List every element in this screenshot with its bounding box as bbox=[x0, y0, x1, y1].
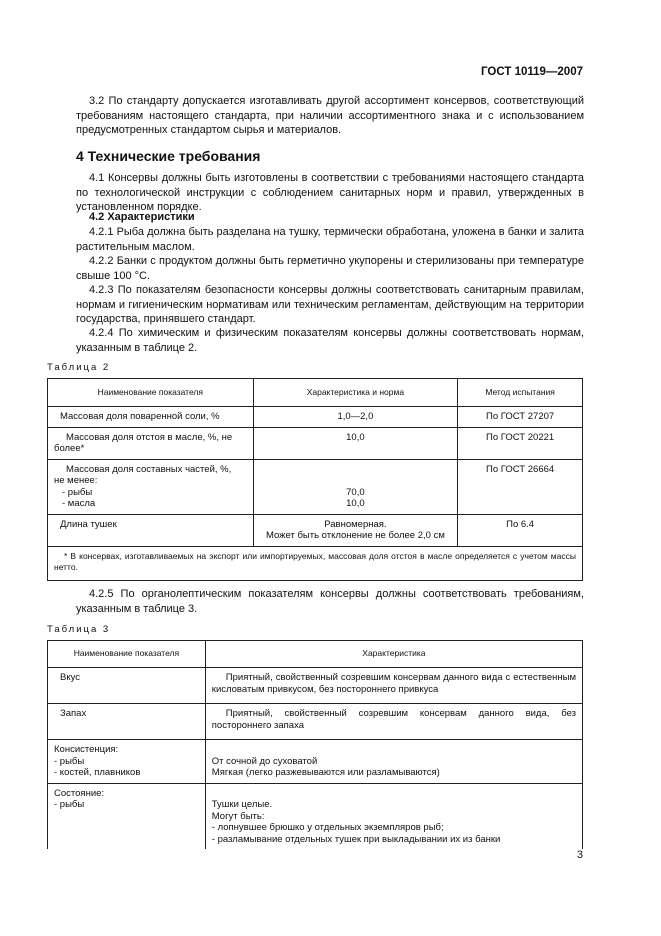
section-4-title: 4 Технические требования bbox=[76, 148, 261, 164]
table-row: Длина тушек Равномерная. Может быть отклонение не более 2,0 см По 6.4 bbox=[48, 514, 583, 546]
table-row: Вкус Приятный, свойственный созревшим консервам данного вида с естественным кисловатым привкусом, без постороннего привкуса bbox=[48, 668, 583, 704]
table-3-caption: Таблица 3 bbox=[47, 624, 111, 635]
table-2-caption: Таблица 2 bbox=[47, 362, 111, 373]
page-number: 3 bbox=[576, 849, 583, 861]
paragraph-4-2-4: 4.2.4 По химическим и физическим показателям консервы должны соответствовать нормам, указанным в таблице 2. bbox=[76, 327, 584, 354]
paragraph-4-2-1: 4.2.1 Рыба должна быть разделана на тушку, термически обработана, уложена в банки и залита растительным маслом. bbox=[76, 226, 584, 253]
table-3 bbox=[47, 640, 583, 849]
paragraph-4-1: 4.1 Консервы должны быть изготовлены в соответствии с требованиями настоящего стандарта по технологической инструкции с соблюдением санитарных норм и правил, утвержденных в установленном порядке. bbox=[76, 172, 584, 213]
table-2-header-method: Метод испытания bbox=[458, 379, 583, 407]
table-row: Массовая доля составных частей, %, не менее: - рыбы - масла 70,0 10,0 По ГОСТ 26664 bbox=[48, 459, 583, 514]
document-code: ГОСТ 10119—2007 bbox=[481, 66, 583, 78]
table-2 bbox=[47, 378, 583, 581]
table-3-header-characteristic: Характеристика bbox=[205, 641, 582, 668]
table-row: Массовая доля отстоя в масле, %, не более* 10,0 По ГОСТ 20221 bbox=[48, 427, 583, 459]
table-row: Массовая доля поваренной соли, % 1,0—2,0 По ГОСТ 27207 bbox=[48, 407, 583, 428]
table-row: Состояние: - рыбы Тушки целые. Могут быть: - лопнувшее брюшко у отдельных экземпляров рыб; - разламывание отдельных тушек при выкладывании их из банки bbox=[48, 783, 583, 849]
table-3-header-name: Наименование показателя bbox=[48, 641, 206, 668]
subsection-4-2-title: 4.2 Характеристики bbox=[89, 211, 195, 223]
paragraph-4-2-2: 4.2.2 Банки с продуктом должны быть герметично укупорены и стерилизованы при температуре свыше 100 °С. bbox=[76, 255, 584, 282]
table-2-header-norm: Характеристика и норма bbox=[253, 379, 458, 407]
paragraph-4-2-5: 4.2.5 По органолептическим показателям консервы должны соответствовать требованиям, указанным в таблице 3. bbox=[76, 588, 584, 615]
table-row: Запах Приятный, свойственный созревшим консервам данного вида, без постороннего запаха bbox=[48, 704, 583, 740]
paragraph-3-2: 3.2 По стандарту допускается изготавливать другой ассортимент консервов, соответствующий требованиям настоящего стандарта, при наличии ассортиментного знака и с использованием предусмотренных стандартом сырья и материалов. bbox=[76, 95, 584, 136]
paragraph-4-2-3: 4.2.3 По показателям безопасности консервы должны соответствовать санитарным правилам, нормам и гигиеническим нормативам или техническим регламентам, действующим на территории государства, принявшего стандарт. bbox=[76, 284, 584, 325]
table-2-footnote: * В консервах, изготавливаемых на экспорт или импортируемых, массовая доля отстоя в масле определяется с учетом массы нетто. bbox=[48, 546, 583, 580]
table-2-header-name: Наименование показателя bbox=[48, 379, 254, 407]
table-row: Консистенция: - рыбы - костей, плавников От сочной до суховатой Мягкая (легко разжевываются или разламываются) bbox=[48, 740, 583, 784]
